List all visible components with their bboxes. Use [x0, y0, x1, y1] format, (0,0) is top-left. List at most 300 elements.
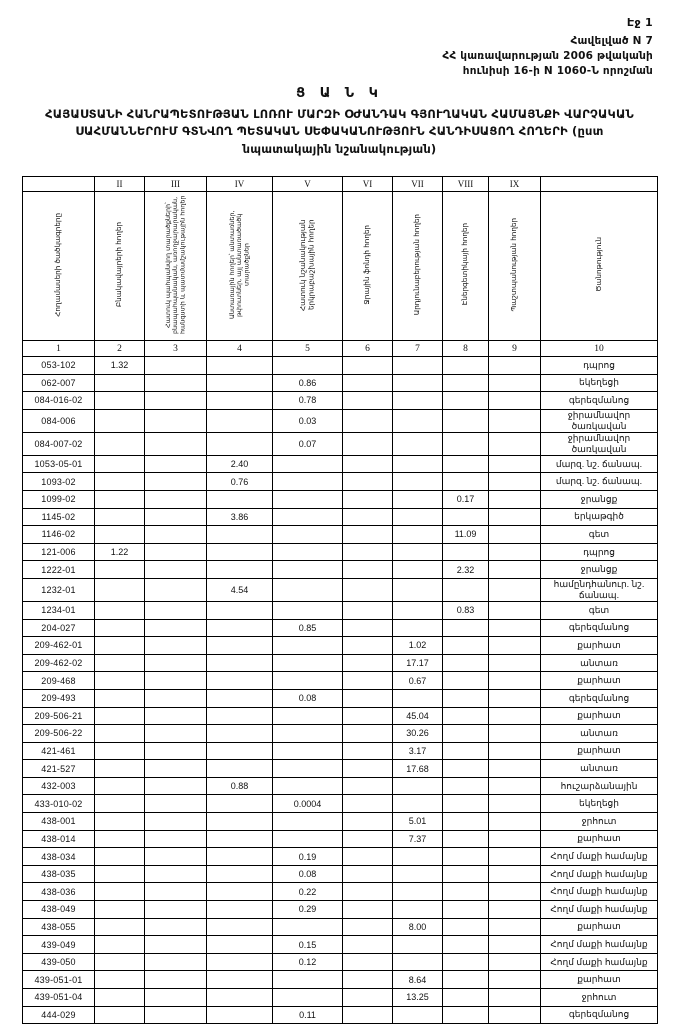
cell-protected	[145, 578, 207, 601]
table-row	[23, 707, 658, 725]
cell-note: քարհատ	[541, 742, 658, 760]
page-number: Էջ 1	[626, 16, 653, 29]
cell-industry	[393, 953, 443, 971]
cell-defense	[489, 707, 541, 725]
cell-defense	[489, 490, 541, 508]
cell-special: 0.19	[273, 848, 343, 866]
cell-special	[273, 813, 343, 831]
table-row	[23, 543, 658, 561]
cell-defense	[489, 971, 541, 989]
cell-defense	[489, 561, 541, 579]
cell-defense	[489, 508, 541, 526]
colnum-2: 2	[95, 341, 145, 357]
cell-water	[343, 742, 393, 760]
cell-protected	[145, 865, 207, 883]
cell-protected	[145, 561, 207, 579]
cell-note: գետ	[541, 526, 658, 544]
cell-water	[343, 901, 393, 919]
cell-water	[343, 953, 393, 971]
cell-forest	[207, 883, 273, 901]
cell-note: քարհատ	[541, 707, 658, 725]
table-row	[23, 989, 658, 1007]
cell-forest	[207, 865, 273, 883]
cell-industry	[393, 619, 443, 637]
cell-code: 1146-02	[23, 526, 95, 544]
cell-water	[343, 865, 393, 883]
cell-energy	[443, 865, 489, 883]
cell-special	[273, 971, 343, 989]
cell-special	[273, 578, 343, 601]
cell-settlement	[95, 654, 145, 672]
cell-industry	[393, 777, 443, 795]
cell-energy	[443, 473, 489, 491]
cell-industry: 13.25	[393, 989, 443, 1007]
cell-defense	[489, 672, 541, 690]
cell-energy	[443, 357, 489, 375]
cell-protected	[145, 848, 207, 866]
cell-special	[273, 601, 343, 619]
cell-industry	[393, 409, 443, 432]
cell-settlement	[95, 637, 145, 655]
cell-forest	[207, 1006, 273, 1024]
cell-protected	[145, 989, 207, 1007]
cell-industry: 8.00	[393, 918, 443, 936]
cell-special	[273, 473, 343, 491]
table-row	[23, 654, 658, 672]
header-cell-defense	[489, 192, 541, 341]
cell-water	[343, 918, 393, 936]
cell-protected	[145, 508, 207, 526]
cell-code: 439-050	[23, 953, 95, 971]
cell-code: 204-027	[23, 619, 95, 637]
table-row	[23, 848, 658, 866]
cell-water	[343, 409, 393, 432]
cell-protected	[145, 432, 207, 455]
cell-energy	[443, 672, 489, 690]
cell-settlement	[95, 601, 145, 619]
cell-industry: 17.68	[393, 760, 443, 778]
cell-special	[273, 543, 343, 561]
cell-settlement	[95, 848, 145, 866]
cell-note: գերեզմանոց	[541, 689, 658, 707]
cell-defense	[489, 725, 541, 743]
cell-energy	[443, 777, 489, 795]
land-registry-table	[22, 176, 658, 1024]
cell-water	[343, 725, 393, 743]
cell-defense	[489, 813, 541, 831]
table-row	[23, 918, 658, 936]
cell-special: 0.86	[273, 374, 343, 392]
cell-industry: 45.04	[393, 707, 443, 725]
cell-energy	[443, 918, 489, 936]
cell-code: 1099-02	[23, 490, 95, 508]
cell-energy	[443, 637, 489, 655]
cell-defense	[489, 865, 541, 883]
cell-energy	[443, 707, 489, 725]
approval-line-2: ՀՀ կառավարության 2006 թվականի	[442, 50, 653, 63]
cell-forest: 4.54	[207, 578, 273, 601]
cell-water	[343, 619, 393, 637]
cell-defense	[489, 830, 541, 848]
cell-forest	[207, 526, 273, 544]
cell-defense	[489, 637, 541, 655]
cell-defense	[489, 936, 541, 954]
header-cell-special	[273, 192, 343, 341]
cell-forest	[207, 953, 273, 971]
cell-settlement	[95, 883, 145, 901]
cell-code: 1222-01	[23, 561, 95, 579]
table-header-caption-row	[23, 192, 658, 341]
cell-special	[273, 455, 343, 473]
cell-industry: 3.17	[393, 742, 443, 760]
cell-forest	[207, 848, 273, 866]
cell-defense	[489, 760, 541, 778]
cell-energy	[443, 795, 489, 813]
table-row	[23, 813, 658, 831]
cell-special	[273, 672, 343, 690]
approval-line-3: հունիսի 16-ի N 1060-Ն որոշման	[462, 65, 653, 78]
table-row	[23, 526, 658, 544]
cell-energy	[443, 936, 489, 954]
cell-energy	[443, 543, 489, 561]
cell-note: անտառ	[541, 654, 658, 672]
cell-water	[343, 672, 393, 690]
cell-forest: 0.76	[207, 473, 273, 491]
cell-code: 438-036	[23, 883, 95, 901]
cell-special: 0.85	[273, 619, 343, 637]
cell-special: 0.12	[273, 953, 343, 971]
cell-water	[343, 561, 393, 579]
cell-industry	[393, 392, 443, 410]
title-line-1: ՀԱՅԱՍՏԱՆԻ ՀԱՆՐԱՊԵՏՈՒԹՅԱՆ ԼՈՌՈՒ ՄԱՐԶԻ ՕԺԱՆԴԱԿ ԳՅՈՒՂԱԿԱՆ ՀԱՄԱՅՆՔԻ ՎԱՐՉԱԿԱՆ	[45, 107, 634, 121]
cell-protected	[145, 971, 207, 989]
approval-block	[442, 34, 653, 80]
cell-settlement	[95, 432, 145, 455]
cell-defense	[489, 619, 541, 637]
cell-forest	[207, 357, 273, 375]
cell-settlement	[95, 813, 145, 831]
cell-energy: 0.83	[443, 601, 489, 619]
cell-note: քարհատ	[541, 971, 658, 989]
cell-settlement	[95, 795, 145, 813]
cell-special	[273, 707, 343, 725]
cell-forest	[207, 672, 273, 690]
cell-note: անտառ	[541, 725, 658, 743]
cell-energy	[443, 689, 489, 707]
cell-forest	[207, 374, 273, 392]
cell-protected	[145, 526, 207, 544]
cell-protected	[145, 901, 207, 919]
cell-water	[343, 795, 393, 813]
cell-special: 0.22	[273, 883, 343, 901]
cell-forest	[207, 971, 273, 989]
cell-special	[273, 777, 343, 795]
cell-protected	[145, 543, 207, 561]
cell-special: 0.08	[273, 689, 343, 707]
cell-water	[343, 543, 393, 561]
cell-water	[343, 473, 393, 491]
table-row	[23, 473, 658, 491]
cell-settlement	[95, 742, 145, 760]
cell-protected	[145, 672, 207, 690]
cell-energy: 0.17	[443, 490, 489, 508]
cell-code: 121-006	[23, 543, 95, 561]
cell-energy	[443, 883, 489, 901]
cell-forest	[207, 392, 273, 410]
roman-col-3: III	[145, 177, 207, 192]
roman-col-1	[23, 177, 95, 192]
cell-note: մարզ. նշ. ճանապ.	[541, 455, 658, 473]
cell-water	[343, 1006, 393, 1024]
cell-note: գերեզմանոց	[541, 619, 658, 637]
cell-protected	[145, 760, 207, 778]
cell-protected	[145, 725, 207, 743]
cell-energy	[443, 971, 489, 989]
cell-code: 439-051-04	[23, 989, 95, 1007]
cell-special: 0.11	[273, 1006, 343, 1024]
cell-note: մարզ. նշ. ճանապ.	[541, 473, 658, 491]
cell-settlement	[95, 725, 145, 743]
cell-water	[343, 357, 393, 375]
cell-forest	[207, 432, 273, 455]
table-row	[23, 1006, 658, 1024]
cell-code: 444-029	[23, 1006, 95, 1024]
cell-settlement	[95, 490, 145, 508]
cell-note: դպրոց	[541, 543, 658, 561]
colnum-3: 3	[145, 341, 207, 357]
table-column-numbering-row	[23, 341, 658, 357]
cell-note: Հողմ մաքի համայնք	[541, 848, 658, 866]
cell-protected	[145, 742, 207, 760]
cell-note: Հողմ մաքի համայնք	[541, 936, 658, 954]
header-cell-protected	[145, 192, 207, 341]
header-label-codes: Հողամասերի ծածկագրերը	[53, 212, 63, 317]
cell-water	[343, 777, 393, 795]
colnum-6: 6	[343, 341, 393, 357]
table-row	[23, 561, 658, 579]
cell-defense	[489, 654, 541, 672]
cell-water	[343, 760, 393, 778]
cell-settlement	[95, 526, 145, 544]
cell-forest	[207, 707, 273, 725]
cell-energy	[443, 953, 489, 971]
cell-water	[343, 432, 393, 455]
cell-energy	[443, 742, 489, 760]
cell-protected	[145, 392, 207, 410]
cell-energy	[443, 508, 489, 526]
cell-industry	[393, 561, 443, 579]
table-row	[23, 392, 658, 410]
cell-code: 421-461	[23, 742, 95, 760]
cell-defense	[489, 578, 541, 601]
cell-water	[343, 490, 393, 508]
table-row	[23, 508, 658, 526]
table-row	[23, 432, 658, 455]
cell-industry: 5.01	[393, 813, 443, 831]
table-row	[23, 689, 658, 707]
cell-water	[343, 508, 393, 526]
cell-code: 439-049	[23, 936, 95, 954]
colnum-7: 7	[393, 341, 443, 357]
cell-special	[273, 490, 343, 508]
cell-industry	[393, 865, 443, 883]
roman-col-10	[541, 177, 658, 192]
cell-note: անտառ	[541, 760, 658, 778]
cell-industry	[393, 578, 443, 601]
cell-note: ջրհուտ	[541, 813, 658, 831]
cell-industry	[393, 795, 443, 813]
cell-protected	[145, 1006, 207, 1024]
cell-special: 0.78	[273, 392, 343, 410]
table-row	[23, 374, 658, 392]
cell-special	[273, 989, 343, 1007]
cell-water	[343, 883, 393, 901]
cell-industry	[393, 543, 443, 561]
cell-code: 438-001	[23, 813, 95, 831]
cell-code: 438-049	[23, 901, 95, 919]
cell-industry	[393, 526, 443, 544]
colnum-8: 8	[443, 341, 489, 357]
cell-protected	[145, 455, 207, 473]
cell-code: 209-506-21	[23, 707, 95, 725]
cell-note: եկեղեցի	[541, 795, 658, 813]
header-label-defense: Պաշտպանության հողեր	[509, 217, 519, 312]
cell-code: 421-527	[23, 760, 95, 778]
cell-defense	[489, 795, 541, 813]
cell-settlement	[95, 578, 145, 601]
title-line-3: նպատակային նշանակության)	[242, 141, 437, 156]
cell-forest	[207, 601, 273, 619]
cell-forest	[207, 490, 273, 508]
cell-protected	[145, 637, 207, 655]
cell-settlement: 1.22	[95, 543, 145, 561]
cell-note: Հողմ մաքի համայնք	[541, 953, 658, 971]
table-row	[23, 672, 658, 690]
cell-water	[343, 392, 393, 410]
cell-defense	[489, 689, 541, 707]
header-label-settlement: Բնակավայրերի հողեր	[114, 221, 124, 308]
cell-defense	[489, 455, 541, 473]
cell-special: 0.08	[273, 865, 343, 883]
cell-code: 209-462-02	[23, 654, 95, 672]
cell-note: Հողմ մաքի համայնք	[541, 865, 658, 883]
table-row	[23, 357, 658, 375]
cell-industry	[393, 455, 443, 473]
cell-settlement	[95, 971, 145, 989]
cell-forest	[207, 654, 273, 672]
cell-settlement	[95, 455, 145, 473]
cell-water	[343, 936, 393, 954]
table-row	[23, 637, 658, 655]
cell-energy	[443, 432, 489, 455]
cell-industry: 7.37	[393, 830, 443, 848]
cell-note: քարհատ	[541, 918, 658, 936]
table-row	[23, 795, 658, 813]
cell-protected	[145, 357, 207, 375]
cell-forest	[207, 543, 273, 561]
cell-forest	[207, 725, 273, 743]
cell-industry	[393, 490, 443, 508]
cell-forest: 2.40	[207, 455, 273, 473]
table-row	[23, 455, 658, 473]
cell-defense	[489, 848, 541, 866]
roman-col-7: VII	[393, 177, 443, 192]
cell-defense	[489, 526, 541, 544]
cell-defense	[489, 918, 541, 936]
cell-energy: 11.09	[443, 526, 489, 544]
cell-special: 0.29	[273, 901, 343, 919]
roman-col-4: IV	[207, 177, 273, 192]
approval-line-1: Հավելված N 7	[570, 35, 653, 47]
cell-code: 1145-02	[23, 508, 95, 526]
cell-protected	[145, 374, 207, 392]
cell-energy	[443, 725, 489, 743]
cell-protected	[145, 830, 207, 848]
table-row	[23, 777, 658, 795]
cell-industry	[393, 357, 443, 375]
cell-code: 084-016-02	[23, 392, 95, 410]
cell-energy	[443, 848, 489, 866]
cell-special	[273, 508, 343, 526]
cell-industry: 1.02	[393, 637, 443, 655]
cell-note: հուշարձանային	[541, 777, 658, 795]
document-kind: Ց Ա Ն Կ	[296, 86, 383, 101]
cell-defense	[489, 409, 541, 432]
table-row	[23, 760, 658, 778]
cell-settlement	[95, 374, 145, 392]
cell-settlement: 1.32	[95, 357, 145, 375]
table-row	[23, 830, 658, 848]
header-cell-energy	[443, 192, 489, 341]
cell-industry	[393, 689, 443, 707]
cell-energy	[443, 1006, 489, 1024]
table-row	[23, 865, 658, 883]
cell-energy	[443, 830, 489, 848]
cell-forest	[207, 901, 273, 919]
cell-water	[343, 455, 393, 473]
cell-industry	[393, 936, 443, 954]
cell-water	[343, 601, 393, 619]
cell-code: 438-014	[23, 830, 95, 848]
cell-defense	[489, 392, 541, 410]
cell-code: 1093-02	[23, 473, 95, 491]
cell-energy	[443, 392, 489, 410]
cell-defense	[489, 374, 541, 392]
table-row	[23, 601, 658, 619]
cell-code: 432-003	[23, 777, 95, 795]
table-row	[23, 953, 658, 971]
cell-defense	[489, 901, 541, 919]
header-label-forest: Անտառային հողեր՝ անտառներ, թփուտներ, այլ անտառածածկ տարածքներ	[227, 210, 251, 319]
cell-note: դպրոց	[541, 357, 658, 375]
cell-note: երկաթգիծ	[541, 508, 658, 526]
cell-note: գետ	[541, 601, 658, 619]
header-cell-settlement	[95, 192, 145, 341]
cell-special	[273, 760, 343, 778]
roman-col-9: IX	[489, 177, 541, 192]
cell-protected	[145, 883, 207, 901]
cell-forest: 0.88	[207, 777, 273, 795]
cell-energy	[443, 619, 489, 637]
cell-water	[343, 848, 393, 866]
cell-forest: 3.86	[207, 508, 273, 526]
cell-energy: 2.32	[443, 561, 489, 579]
table-row	[23, 725, 658, 743]
cell-settlement	[95, 777, 145, 795]
cell-note: քարհատ	[541, 672, 658, 690]
cell-water	[343, 526, 393, 544]
colnum-5: 5	[273, 341, 343, 357]
